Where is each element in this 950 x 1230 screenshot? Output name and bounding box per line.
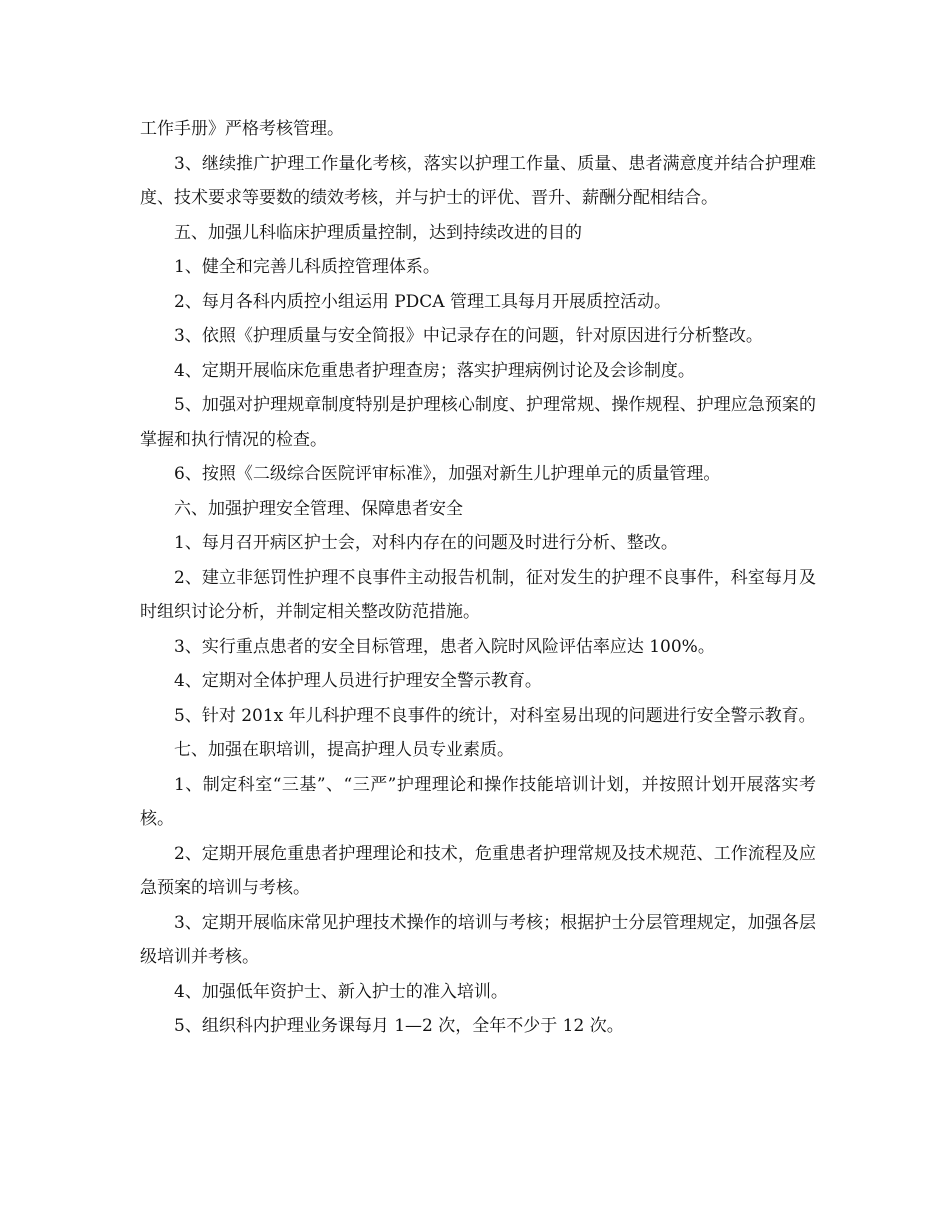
paragraph: 工作手册》严格考核管理。 <box>140 119 344 139</box>
paragraph: 3、依照《护理质量与安全简报》中记录存在的问题，针对原因进行分析整改。 <box>174 326 763 346</box>
paragraph: 3、定期开展临床常见护理技术操作的培训与考核；根据护士分层管理规定，加强各层级培训并考核。 <box>140 912 816 967</box>
paragraph: 5、组织科内护理业务课每月 1—2 次，全年不少于 12 次。 <box>174 1016 624 1036</box>
paragraph: 4、加强低年资护士、新入护士的准入培训。 <box>174 981 508 1002</box>
section-heading: 七、加强在职培训，提高护理人员专业素质。 <box>174 740 514 760</box>
paragraph: 3、继续推广护理工作量化考核，落实以护理工作量、质量、患者满意度并结合护理难度、技术要求等要数的绩效考核，并与护士的评优、晋升、薪酬分配相结合。 <box>140 153 816 208</box>
paragraph: 4、定期对全体护理人员进行护理安全警示教育。 <box>174 671 542 691</box>
paragraph: 4、定期开展临床危重患者护理查房；落实护理病例讨论及会诊制度。 <box>174 360 695 381</box>
paragraph: 6、按照《二级综合医院评审标准》，加强对新生儿护理单元的质量管理。 <box>174 464 721 484</box>
paragraph: 1、制定科室“三基”、“三严”护理理论和操作技能培训计划，并按照计划开展落实考核。 <box>140 774 816 829</box>
paragraph: 2、定期开展危重患者护理理论和技术，危重患者护理常规及技术规范、工作流程及应急预案的培训与考核。 <box>140 843 816 898</box>
document-body <box>140 112 816 1044</box>
paragraph: 5、针对 201x 年儿科护理不良事件的统计，对科室易出现的问题进行安全警示教育。 <box>174 705 816 726</box>
paragraph: 2、每月各科内质控小组运用 PDCA 管理工具每月开展质控活动。 <box>174 291 671 312</box>
section-heading: 五、加强儿科临床护理质量控制，达到持续改进的目的 <box>174 222 582 243</box>
paragraph: 1、健全和完善儿科质控管理体系。 <box>174 257 440 277</box>
paragraph: 1、每月召开病区护士会，对科内存在的问题及时进行分析、整改。 <box>174 533 678 553</box>
paragraph: 2、建立非惩罚性护理不良事件主动报告机制，征对发生的护理不良事件，科室每月及时组织讨论分析，并制定相关整改防范措施。 <box>140 567 816 622</box>
section-heading: 六、加强护理安全管理、保障患者安全 <box>174 498 463 519</box>
paragraph: 5、加强对护理规章制度特别是护理核心制度、护理常规、操作规程、护理应急预案的掌握和执行情况的检查。 <box>140 395 816 450</box>
paragraph: 3、实行重点患者的安全目标管理，患者入院时风险评估率应达 100%。 <box>174 636 715 657</box>
